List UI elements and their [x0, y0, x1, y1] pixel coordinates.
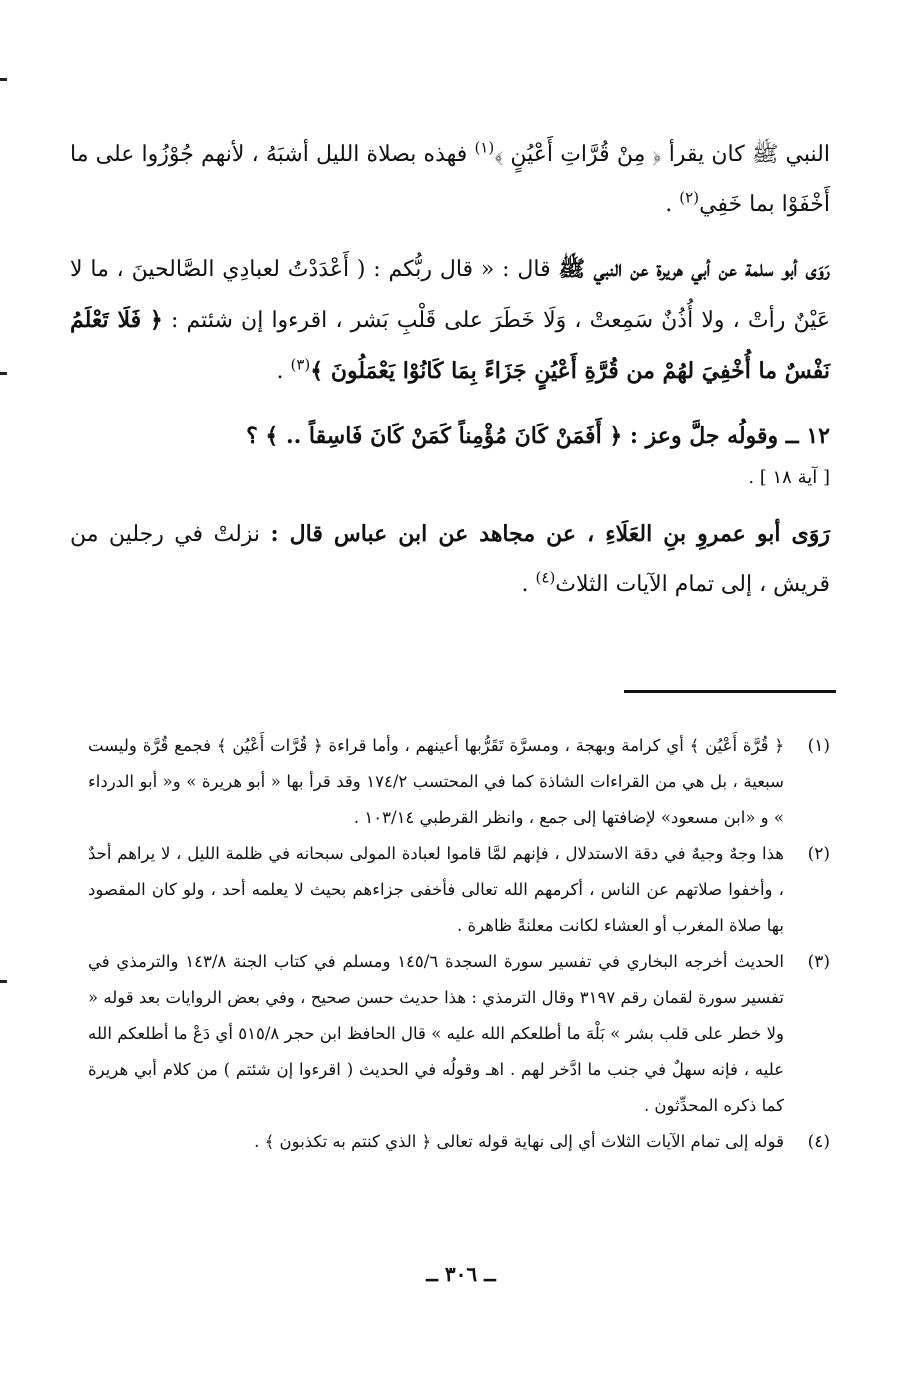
narration-lead: رَوَى أبو عمروِ بنِ العَلَاءِ ، عن مجاهد عن ابن عباس قال :: [270, 521, 830, 547]
footnote: [88, 836, 830, 944]
paragraph-hadith: [70, 244, 830, 397]
ayah-reference: [ آية ١٨ ] .: [748, 467, 830, 488]
footnote: [88, 728, 830, 836]
text-segment: .: [276, 359, 284, 384]
footnote-ref-3: (٣): [290, 355, 311, 374]
main-text: [70, 130, 830, 610]
footnote-ref-1: (١): [474, 138, 495, 157]
hadith-text: قال : « قال ربُّكم : ( أَعْدَدْتُ لعبادِي الصَّالحينَ ، ما لا عَيْنٌ رأتْ ، ولا أُذُنٌ سَمِعتْ ، وَلَا خَطَرَ على قَلْبِ بَشر ، اقرءوا إن شئتم :: [70, 257, 831, 333]
footnote-ref-4: (٤): [535, 568, 556, 587]
narration-lead: رَوَى أبو سلمة عن أبي هريرة عن النبي ﷺ: [558, 256, 830, 282]
page-edge-mark: [0, 78, 7, 81]
text-segment: فهذه بصلاة الليل أشبَهُ ، لأنهم جُوْزُوا على ما أَخْفَوْا بما خَفِي: [70, 142, 830, 217]
footnote-text: ﴿ قُرَّة أَعْيُن ﴾ أي كرامة وبهجة ، ومسرَّة تَقَرُّبها أعينهم ، وأما قراءة ﴿ قُرَّات أَعْيُن ﴾ فجمع قُرَّة وليست سبعية ، بل هي من القراءات الشاذة كما في المحتسب ١٧٤/٢ وقد قرأ بها « أبو هريرة » و« أبو الدرداء » و «ابن مسعود» لإضافتها إلى جمع ، وانظر القرطبي ١٠٣/١٤ .: [88, 736, 784, 827]
page-edge-mark: [0, 980, 7, 983]
quran-verse: ﴿ فَلَا تَعْلَمُ نَفْسٌ ما أُخْفِيَ لهُمْ من قُرَّةِ أَعْيُنٍ جَزَاءً بِمَا كَانُوْا يَعْمَلُونَ ﴾: [70, 307, 830, 384]
text-segment: النبي ﷺ كان يقرأ ﴿ مِنْ قُرَّاتِ أَعْيُنٍ ﴾: [494, 142, 830, 167]
footnote-text: الحديث أخرجه البخاري في تفسير سورة السجدة ١٤٥/٦ ومسلم في كتاب الجنة ١٤٣/٨ والترمذي في تفسير سورة لقمان رقم ٣١٩٧ وقال الترمذي : هذا حديث حسن صحيح ، وفي بعض الروايات بعد قوله « ولا خطر على قلب بشر » بَلْهَ ما أطلعكم الله عليه » قال الحافظ ابن حجر ٥١٥/٨ أي دَعْ ما أطلعكم الله عليه ، فإنه سهلٌ في جنب ما ادَّخر لهم . اهـ وقولُه في الحديث ( اقرءوا إن شئتم ) من كلام أبي هريرة كما ذكره المحدِّثون .: [88, 952, 785, 1115]
paragraph-night-prayer: [70, 130, 830, 230]
footnote: [88, 1124, 830, 1160]
paragraph-revelation: [70, 509, 830, 610]
text-segment: .: [521, 572, 529, 597]
footnote-number: (٣): [807, 952, 830, 972]
revelation-text: نزلتْ في رجلين من قريش ، إلى تمام الآيات الثلاث: [70, 522, 830, 597]
page-number: ــ ٣٠٦ ــ: [426, 1262, 496, 1286]
footnote-separator: [624, 690, 836, 693]
verse-heading-12: ١٢ ــ وقولُه جلَّ وعز : ﴿ أَفَمَنْ كَانَ مُؤْمِناً كَمَنْ كَانَ فَاسِقاً .. ﴾ ؟: [246, 423, 830, 449]
footnote-text: قوله إلى تمام الآيات الثلاث أي إلى نهاية قوله تعالى ﴿ الذي كنتم به تكذبون ﴾ .: [254, 1132, 784, 1151]
footnote: [88, 944, 830, 1124]
footnote-number: (١): [807, 736, 830, 756]
page-edge-mark: [0, 372, 7, 375]
footnotes: [88, 728, 830, 1160]
footnote-number: (٢): [807, 844, 830, 864]
text-segment: .: [665, 192, 673, 217]
footnote-text: هذا وجهٌ وجيهٌ في دقة الاستدلال ، فإنهم لمَّا قاموا لعبادة المولى سبحانه في ظلمة الليل ، لا يراهم أحدٌ ، وأخفوا صلاتهم عن الناس ، أكرمهم الله تعالى فأخفى جزاءهم بحيث لا يعلمه أحد ، ولو كان المقصود بها صلاة المغرب أو العشاء لكانت معلنةً ظاهرة .: [88, 844, 784, 935]
footnote-ref-2: (٢): [679, 188, 700, 207]
footnote-number: (٤): [807, 1132, 830, 1152]
